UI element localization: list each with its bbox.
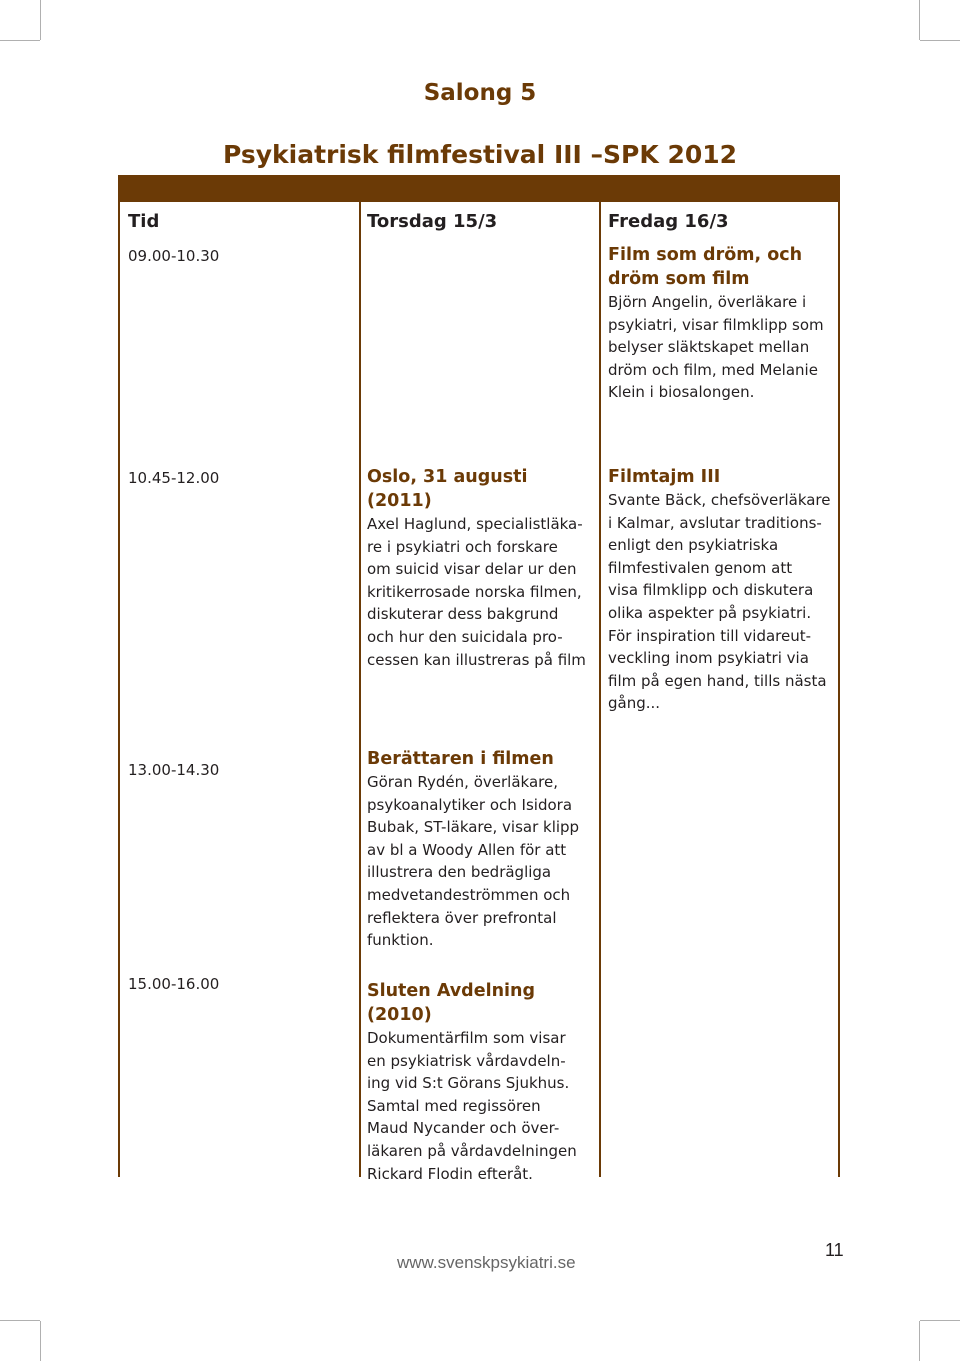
page-title: Psykiatrisk filmfestival III –SPK 2012 xyxy=(222,140,738,169)
event-description: Dokumentärfilm som visar en psykiatrisk vårdavdeln- ing vid S:t Görans Sjukhus. Samtal med regissören Maud Nycander och över- läkaren på vårdavdelningen Rickard Flodin efteråt. xyxy=(367,1029,577,1183)
crop-mark-bl-v xyxy=(40,1321,41,1361)
crop-mark-tr-h xyxy=(920,40,960,41)
event-title: Berättaren i filmen xyxy=(367,749,554,769)
event-oslo-31-augusti xyxy=(367,465,595,671)
event-filmtajm-iii xyxy=(608,465,836,715)
column-divider-1 xyxy=(359,202,361,1177)
crop-mark-br-v xyxy=(919,1321,920,1361)
event-title: Sluten Avdelning (2010) xyxy=(367,981,536,1025)
column-header-time: Tid xyxy=(128,211,160,232)
crop-mark-tl-h xyxy=(0,40,40,41)
event-description: Axel Haglund, specialistläka- re i psykiatri och forskare om suicid visar delar ur den kritikerrosade norska filmen, diskuterar dess bakgrund och hur den suicidala pro- cessen kan illustreras på film xyxy=(367,515,586,669)
column-header-thursday: Torsdag 15/3 xyxy=(367,211,498,232)
page-number: 11 xyxy=(825,1240,844,1260)
event-description: Göran Rydén, överläkare, psykoanalytiker och Isidora Bubak, ST-läkare, visar klipp av bl a Woody Allen för att illustrera den bedrägliga medvetandeströmmen och reflektera över prefrontal funktion. xyxy=(367,773,580,950)
time-slot: 09.00-10.30 xyxy=(128,247,220,265)
crop-mark-tl-v xyxy=(40,0,41,40)
crop-mark-bl-h xyxy=(0,1320,40,1321)
crop-mark-br-h xyxy=(920,1320,960,1321)
time-slot: 15.00-16.00 xyxy=(128,975,220,993)
event-sluten-avdelning xyxy=(367,979,595,1185)
event-title: Film som dröm, och dröm som film xyxy=(608,245,803,289)
schedule-header-bar xyxy=(118,175,840,202)
column-divider-2 xyxy=(599,202,601,1177)
time-slot: 10.45-12.00 xyxy=(128,469,220,487)
event-berattaren-i-filmen xyxy=(367,747,595,952)
event-title: Oslo, 31 augusti (2011) xyxy=(367,467,528,511)
table-border-left xyxy=(118,202,120,1177)
crop-mark-tr-v xyxy=(919,0,920,40)
event-description: Björn Angelin, överläkare i psykiatri, visar filmklipp som belyser släktskapet mellan dröm och film, med Melanie Klein i biosalongen. xyxy=(608,293,824,402)
event-description: Svante Bäck, chefsöverläkare i Kalmar, avslutar traditions- enligt den psykiatriska filmfestivalen genom att visa filmklipp och diskutera olika aspekter på psykiatri. För inspiration till vidareut- veckling inom psykiatri via film på egen hand, tills nästa gång... xyxy=(608,491,831,713)
column-header-friday: Fredag 16/3 xyxy=(608,211,729,232)
footer-url[interactable]: www.svenskpsykiatri.se xyxy=(397,1253,576,1272)
table-border-right xyxy=(838,202,840,1177)
time-slot: 13.00-14.30 xyxy=(128,761,220,779)
event-film-som-drom xyxy=(608,243,836,404)
event-title: Filmtajm III xyxy=(608,467,721,487)
salong-heading: Salong 5 xyxy=(423,80,537,106)
